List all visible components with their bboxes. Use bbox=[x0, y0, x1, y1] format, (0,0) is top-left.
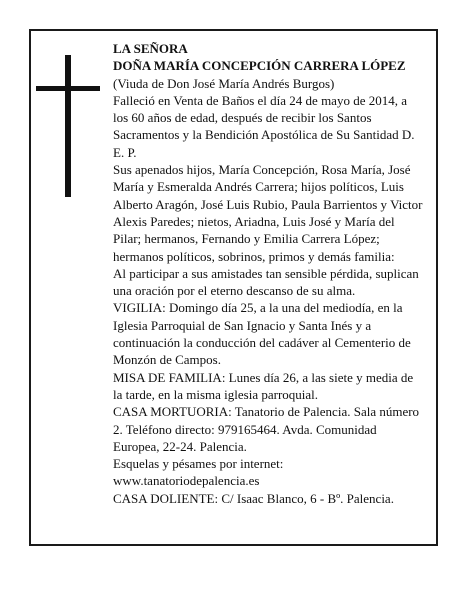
family-list: Sus apenados hijos, María Concepción, Rosa María, José María y Esmeralda Andrés Carrera; hijos políticos, Luis Alberto Aragón, José Luis Rubio, Paula Barrientos y Victor Alexis Paredes; nietos, Ariadna, Luis José y María del Pilar; hermanos, Fernando y Emilia Carrera López; hermanos políticos, sobrinos, primos y demás familia: bbox=[113, 162, 423, 264]
death-info: Falleció en Venta de Baños el día 24 de mayo de 2014, a los 60 años de edad, después de recibir los Santos Sacramentos y la Bendición Apostólica de Su Santidad D. E. P. bbox=[113, 92, 415, 160]
online-condolences-label: Esquelas y pésames por internet: bbox=[113, 456, 284, 472]
deceased-name: DOÑA MARÍA CONCEPCIÓN CARRERA LÓPEZ bbox=[113, 58, 406, 74]
cross-icon bbox=[36, 55, 100, 197]
mourning-house-info: CASA DOLIENTE: C/ Isaac Blanco, 6 - Bº. Palencia. bbox=[113, 490, 394, 506]
widow-of: (Viuda de Don José María Andrés Burgos) bbox=[113, 75, 335, 91]
prayer-request: Al participar a sus amistades tan sensible pérdida, suplican una oración por el eterno descanso de su alma. bbox=[113, 265, 419, 299]
cross-horizontal-bar bbox=[36, 86, 100, 91]
website-link[interactable]: www.tanatoriodepalencia.es bbox=[113, 473, 260, 489]
funeral-mass-info: MISA DE FAMILIA: Lunes día 26, a las siete y media de la tarde, en la misma iglesia parroquial. bbox=[113, 369, 414, 402]
vigil-info: VIGILIA: Domingo día 25, a la una del mediodía, en la Iglesia Parroquial de San Ignacio y Santa Inés y a continuación la conducción del cadáver al Cementerio de Monzón de Campos. bbox=[113, 300, 411, 368]
heading-line1: LA SEÑORA bbox=[113, 41, 188, 56]
obituary-text bbox=[113, 40, 425, 507]
funeral-home-info: CASA MORTUORIA: Tanatorio de Palencia. Sala número 2. Teléfono directo: 979165464. Avda. Comunidad Europea, 22-24. Palencia. bbox=[113, 404, 420, 454]
cross-vertical-bar bbox=[65, 55, 71, 197]
